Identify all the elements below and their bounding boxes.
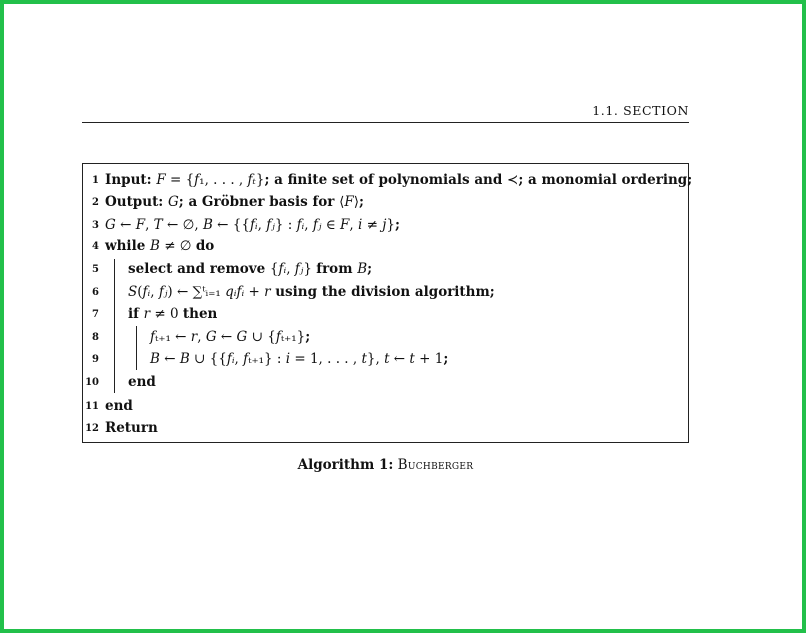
- algorithm-box: [82, 163, 693, 443]
- math-symbol: ₜ₊₁ ←: [155, 329, 191, 345]
- line-number: 12: [85, 423, 99, 434]
- math-symbol: ⟩: [353, 194, 360, 210]
- math-variable: j: [382, 217, 387, 233]
- keyword-text: ;: [395, 217, 400, 233]
- math-symbol: ←: [115, 217, 136, 233]
- math-symbol: ,: [145, 217, 154, 233]
- math-variable: G: [105, 217, 116, 233]
- math-symbol: ←: [389, 351, 410, 367]
- math-symbol: +: [244, 284, 265, 300]
- algo-line-1: [83, 171, 693, 189]
- math-symbol: ⟨: [339, 194, 345, 210]
- math-variable: r: [190, 329, 198, 345]
- math-symbol: }: [255, 172, 265, 188]
- math-variable: T: [153, 217, 163, 233]
- running-head: 1.1. SECTION: [592, 103, 689, 118]
- algo-line-content: [128, 373, 156, 391]
- algo-line-12: [83, 419, 688, 437]
- math-symbol: ∪ {: [247, 329, 276, 345]
- algo-line-7: [83, 305, 688, 323]
- math-symbol: + 1: [414, 351, 444, 367]
- math-symbol: }: [386, 217, 396, 233]
- line-number: 7: [92, 309, 99, 320]
- algo-line-3: [83, 216, 688, 234]
- math-variable: i: [285, 351, 291, 367]
- math-variable: F: [340, 217, 350, 233]
- math-symbol: ≠: [362, 217, 383, 233]
- math-symbol: {: [269, 261, 279, 277]
- math-symbol: ₜ₊₁} :: [248, 351, 286, 367]
- algo-line-content: [105, 216, 400, 234]
- keyword-text: ;: [305, 329, 311, 345]
- keyword-text: while: [105, 238, 150, 254]
- math-variable: f: [243, 351, 249, 367]
- keyword-text: Input:: [105, 172, 157, 188]
- line-number: 8: [92, 332, 99, 343]
- keyword-text: using the division algorithm;: [270, 284, 495, 300]
- math-variable: fⱼ: [312, 217, 322, 233]
- algo-line-11: [83, 397, 688, 415]
- math-variable: fᵢ: [142, 284, 151, 300]
- math-variable: fᵢ: [278, 261, 287, 277]
- keyword-text: from: [316, 261, 358, 277]
- math-variable: f: [150, 329, 155, 345]
- math-variable: fᵢ: [296, 217, 305, 233]
- math-variable: G: [236, 329, 248, 345]
- math-variable: t: [384, 351, 390, 367]
- line-number: 1: [92, 175, 99, 186]
- line-number: 5: [92, 264, 99, 275]
- keyword-text: Output:: [105, 194, 168, 210]
- math-symbol: ,: [197, 329, 206, 345]
- math-variable: F: [156, 172, 166, 188]
- algo-line-9: [83, 350, 688, 368]
- caption-algorithm-name: Buchberger: [397, 457, 474, 473]
- math-symbol: ≠ ∅: [159, 238, 196, 254]
- header-rule: [82, 122, 689, 123]
- algo-line-content: [128, 283, 495, 301]
- math-symbol: }: [303, 261, 317, 277]
- algo-line-10: [83, 373, 688, 391]
- algo-line-content: [105, 193, 364, 211]
- math-symbol: (: [137, 284, 143, 300]
- algo-line-content: [150, 328, 310, 346]
- math-symbol: ) ← ∑ᵗᵢ₌₁: [167, 284, 226, 300]
- algo-line-5: [83, 260, 688, 278]
- math-symbol: ∪ {{: [189, 351, 227, 367]
- keyword-text: end: [105, 398, 133, 414]
- math-symbol: = {: [165, 172, 195, 188]
- keyword-text: ; a finite set of polynomials and: [264, 172, 508, 188]
- keyword-text: if: [128, 306, 144, 322]
- math-variable: fⱼ: [294, 261, 304, 277]
- math-symbol: ,: [304, 217, 313, 233]
- algorithm-caption: [82, 457, 689, 473]
- math-variable: fⱼ: [266, 217, 275, 233]
- math-symbol: ≺: [507, 172, 519, 188]
- math-symbol: ,: [349, 217, 358, 233]
- keyword-text: ;: [367, 261, 373, 277]
- line-number: 2: [92, 197, 99, 208]
- math-variable: i: [358, 217, 363, 233]
- caption-label: Algorithm 1:: [297, 457, 394, 473]
- math-variable: f: [194, 172, 200, 188]
- math-variable: t: [361, 351, 367, 367]
- math-variable: G: [205, 329, 217, 345]
- math-symbol: ≠ 0: [150, 306, 183, 322]
- line-number: 4: [92, 241, 99, 252]
- math-symbol: ∈: [321, 217, 341, 233]
- math-variable: ₜ: [252, 172, 256, 188]
- math-symbol: ₁, . . . ,: [199, 172, 248, 188]
- math-symbol: = 1, . . . ,: [290, 351, 362, 367]
- math-variable: F: [135, 217, 146, 233]
- line-number: 9: [92, 354, 99, 365]
- math-variable: r: [264, 284, 271, 300]
- math-variable: B: [149, 238, 160, 254]
- keyword-text: Return: [105, 420, 158, 436]
- algo-line-content: [105, 397, 133, 415]
- math-variable: f: [275, 329, 281, 345]
- math-symbol: ,: [286, 261, 295, 277]
- math-symbol: ←: [216, 329, 237, 345]
- math-symbol: ← ∅,: [162, 217, 203, 233]
- math-variable: fⱼ: [158, 284, 168, 300]
- math-symbol: },: [366, 351, 385, 367]
- math-variable: r: [143, 306, 151, 322]
- keyword-text: select and remove: [128, 261, 270, 277]
- line-number: 10: [85, 377, 99, 388]
- algo-line-8: [83, 328, 688, 346]
- math-variable: B: [202, 217, 213, 233]
- keyword-text: ;: [359, 194, 364, 210]
- math-variable: S: [128, 284, 138, 300]
- keyword-text: then: [182, 306, 218, 322]
- algo-line-4: [83, 237, 688, 255]
- math-variable: qᵢfᵢ: [225, 284, 245, 300]
- keyword-text: ;: [443, 351, 449, 367]
- math-variable: fᵢ: [249, 217, 258, 233]
- algo-line-2: [83, 193, 688, 211]
- math-symbol: ←: [159, 351, 180, 367]
- math-symbol: ← {{: [212, 217, 250, 233]
- math-variable: fᵢ: [226, 351, 235, 367]
- algo-line-content: [150, 350, 448, 368]
- algo-line-content: [105, 171, 692, 189]
- math-variable: f: [247, 172, 253, 188]
- math-variable: B: [179, 351, 190, 367]
- algo-line-6: [83, 283, 688, 301]
- math-variable: t: [409, 351, 415, 367]
- line-number: 3: [92, 220, 99, 231]
- algo-line-content: [128, 305, 217, 323]
- line-number: 6: [92, 287, 99, 298]
- math-variable: F: [344, 194, 354, 210]
- algo-line-content: [105, 237, 214, 255]
- keyword-text: ; a monomial ordering;: [518, 172, 693, 188]
- math-variable: B: [150, 351, 160, 367]
- keyword-text: end: [128, 374, 156, 390]
- math-symbol: ₜ₊₁}: [280, 329, 306, 345]
- math-variable: G: [168, 194, 179, 210]
- math-symbol: } :: [274, 217, 297, 233]
- math-symbol: ,: [150, 284, 159, 300]
- keyword-text: do: [195, 238, 215, 254]
- keyword-text: ; a Gröbner basis for: [178, 194, 340, 210]
- line-number: 11: [85, 401, 99, 412]
- math-variable: B: [357, 261, 368, 277]
- math-symbol: ,: [257, 217, 267, 233]
- math-symbol: ,: [234, 351, 244, 367]
- algo-line-content: [128, 260, 372, 278]
- algo-line-content: [105, 419, 158, 437]
